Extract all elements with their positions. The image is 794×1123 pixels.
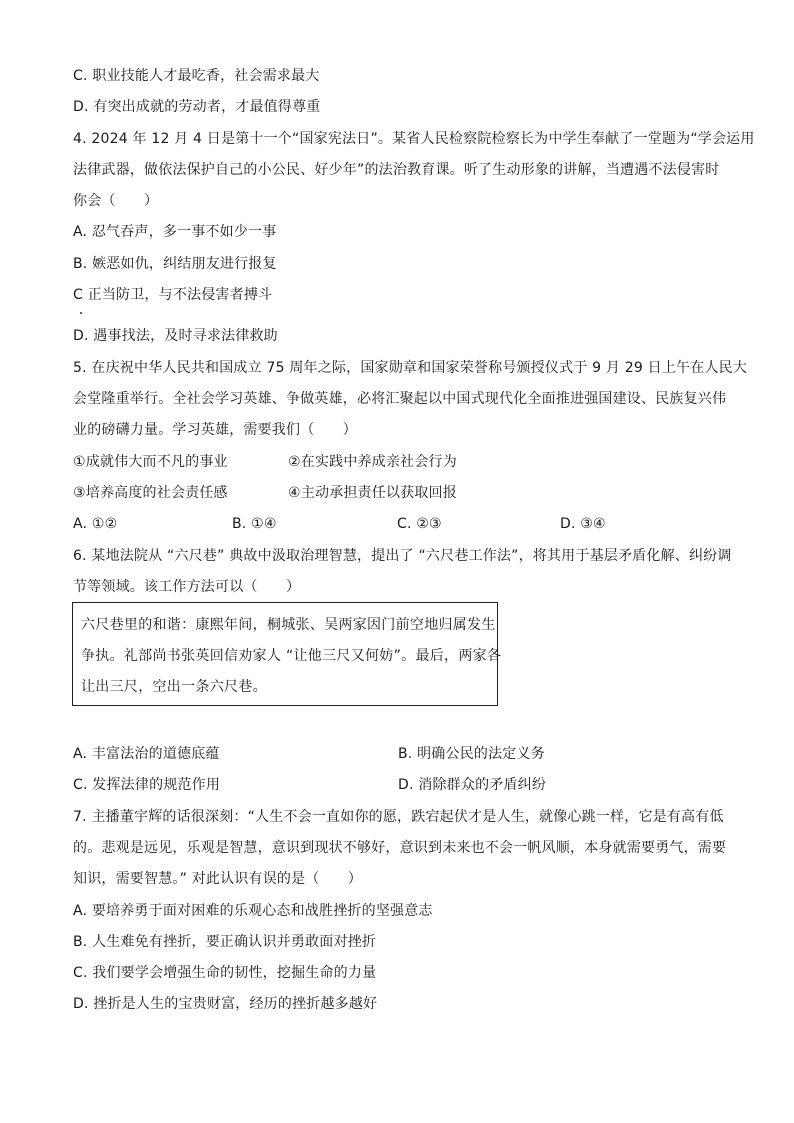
question-6-option-b: B. 明确公民的法定义务 [398, 746, 545, 762]
question-5-stem-2: 会堂隆重举行。全社会学习英雄、争做英雄，必将汇聚起以中国式现代化全面推进强国建设、民族复兴伟 [73, 391, 727, 407]
question-7-option-d: D. 挫折是人生的宝贵财富，经历的挫折越多越好 [73, 996, 378, 1012]
question-6-stem-2: 节等领域。该工作方法可以（ ） [73, 579, 301, 595]
stray-dot [80, 312, 82, 314]
question-7-option-b: B. 人生难免有挫折，要正确认识并勇敢面对挫折 [73, 934, 377, 950]
question-5-statement-4: ④主动承担责任以获取回报 [288, 485, 457, 501]
question-5-stem-1: 5. 在庆祝中华人民共和国成立 75 周年之际，国家勋章和国家荣誉称号颁授仪式于 9 月 29 日上午在人民大 [73, 360, 748, 376]
question-4-option-b: B. 嫉恶如仇，纠结朋友进行报复 [73, 256, 277, 272]
option-d-prev: D. 有突出成就的劳动者，才最值得尊重 [73, 99, 321, 115]
question-5-statement-3: ③培养高度的社会责任感 [73, 485, 228, 501]
question-5-option-c: C. ②③ [397, 516, 442, 532]
question-4-option-a: A. 忍气吞声，多一事不如少一事 [73, 224, 277, 240]
question-5-option-d: D. ③④ [560, 516, 606, 532]
question-7-option-c: C. 我们要学会增强生命的韧性，挖掘生命的力量 [73, 965, 377, 981]
question-4-stem-1: 4. 2024 年 12 月 4 日是第十一个“国家宪法日”。某省人民检察院检察长为中学生奉献了一堂题为“学会运用 [73, 131, 755, 147]
question-5-stem-3: 业的磅礴力量。学习英雄，需要我们（ ） [73, 422, 357, 438]
question-6-option-a: A. 丰富法治的道德底蕴 [73, 746, 220, 762]
option-c-prev: C. 职业技能人才最吃香，社会需求最大 [73, 68, 320, 84]
question-4-stem-2: 法律武器，做依法保护自己的小公民、好少年”的法治教育课。听了生动形象的讲解，当遭遇不法侵害时 [73, 162, 720, 178]
question-5-statement-2: ②在实践中养成亲社会行为 [288, 454, 457, 470]
question-6-option-d: D. 消除群众的矛盾纠纷 [398, 777, 547, 793]
material-line-1: 六尺巷里的和谐：康熙年间，桐城张、吴两家因门前空地归属发生 [81, 617, 496, 633]
material-line-2: 争执。礼部尚书张英回信劝家人 “让他三尺又何妨”。最后，两家各 [81, 648, 502, 664]
question-6-stem-1: 6. 某地法院从 “六尺巷” 典故中汲取治理智慧，提出了 “六尺巷工作法”，将其用于基层矛盾化解、纠纷调 [73, 548, 732, 564]
question-4-stem-3: 你会（ ） [73, 193, 159, 209]
question-7-stem-1: 7. 主播董宇辉的话很深刻：“人生不会一直如你的愿，跌宕起伏才是人生，就像心跳一样，它是有高有低 [73, 809, 724, 825]
question-6-option-c: C. 发挥法律的规范作用 [73, 777, 221, 793]
question-5-option-a: A. ①② [73, 516, 118, 532]
question-4-option-d: D. 遇事找法，及时寻求法律救助 [73, 328, 278, 344]
material-line-3: 让出三尺，空出一条六尺巷。 [81, 679, 267, 695]
question-5-statement-1: ①成就伟大而不凡的事业 [73, 454, 228, 470]
question-7-stem-3: 知识，需要智慧。” 对此认识有误的是（ ） [73, 871, 363, 887]
question-4-option-c: C 正当防卫，与不法侵害者搏斗 [73, 287, 273, 303]
question-7-stem-2: 的。悲观是远见，乐观是智慧，意识到现状不够好，意识到未来也不会一帆风顺，本身就需要勇气，需要 [73, 840, 727, 856]
question-7-option-a: A. 要培养勇于面对困难的乐观心态和战胜挫折的坚强意志 [73, 903, 433, 919]
material-box [72, 602, 502, 706]
question-5-option-b: B. ①④ [232, 516, 277, 532]
